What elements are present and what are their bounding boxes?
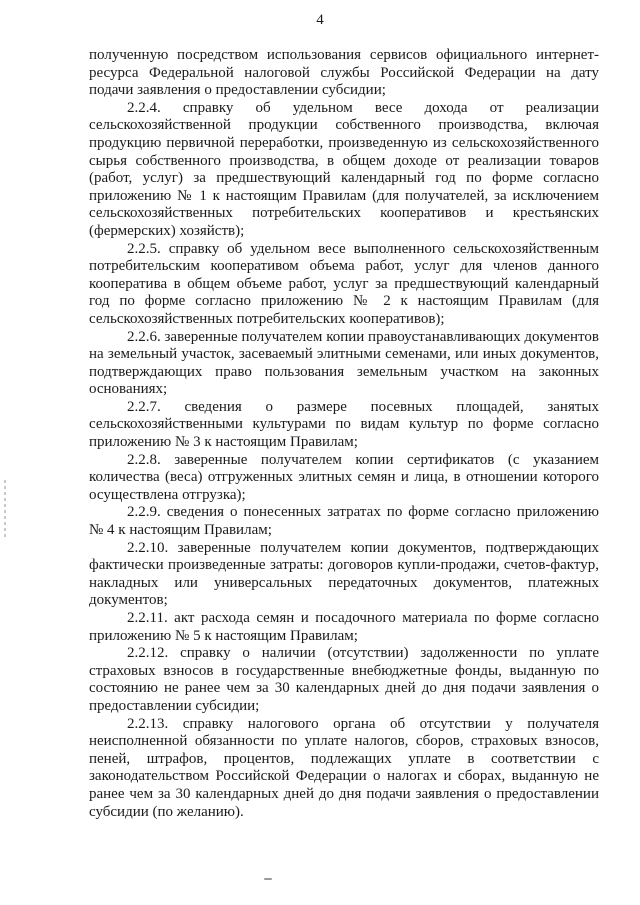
paragraph-2-2-7: 2.2.7. сведения о размере посевных площадей, занятых сельскохозяйственными культурами по видам культур по форме согласно приложению № 3 к настоящим Правилам;	[89, 398, 599, 451]
paragraph-2-2-6: 2.2.6. заверенные получателем копии правоустанавливающих документов на земельный участок, засеваемый элитными семенами, или иных документов, подтверждающих право пользования земельным участком на законных основаниях;	[89, 328, 599, 398]
paragraph-2-2-4: 2.2.4. справку об удельном весе дохода от реализации сельскохозяйственной продукции собственного производства, включая продукцию первичной переработки, произведенную из сельскохозяйственного сырья собственного производства, в общем доходе от реализации товаров (работ, услуг) за предшествующий календарный год по форме согласно приложению № 1 к настоящим Правилам (для получателей, за исключением сельскохозяйственных потребительских кооперативов и крестьянских (фермерских) хозяйств);	[89, 99, 599, 239]
paragraph-2-2-11: 2.2.11. акт расхода семян и посадочного материала по форме согласно приложению № 5 к настоящим Правилам;	[89, 610, 599, 644]
paragraph-2-2-5: 2.2.5. справку об удельном весе выполненного сельскохозяйственным потребительским кооперативом объема работ, услуг для членов данного кооператива в общем объеме работ, услуг за предшествующий календарный год по форме согласно приложению № 2 к настоящим Правилам (для сельскохозяйственных потребительских кооперативов);	[89, 240, 599, 327]
bottom-scan-mark	[264, 878, 272, 880]
paragraph-2-2-10: 2.2.10. заверенные получателем копии документов, подтверждающих фактически произведенные затраты: договоров купли-продажи, счетов-фактур, накладных или универсальных передаточных документов, платежных документов;	[89, 539, 599, 609]
paragraph-2-2-13: 2.2.13. справку налогового органа об отсутствии у получателя неисполненной обязанности по уплате налогов, сборов, страховых взносов, пеней, штрафов, процентов, подлежащих уплате в соответствии с законодательством Российской Федерации о налогах и сборах, выданную не ранее чем за 30 календарных дней до дня подачи заявления о предоставлении субсидии (по желанию).	[89, 715, 599, 820]
margin-scan-mark	[4, 480, 6, 540]
paragraph-2-2-8: 2.2.8. заверенные получателем копии сертификатов (с указанием количества (веса) отгруженных элитных семян и лица, в отношении которого осуществлена отгрузка);	[89, 451, 599, 503]
paragraph-2-2-9: 2.2.9. сведения о понесенных затратах по форме согласно приложению № 4 к настоящим Правилам;	[89, 504, 599, 539]
document-body	[89, 47, 599, 821]
paragraph-continuation: полученную посредством использования сервисов официального интернет-ресурса Федеральной налоговой службы Российской Федерации на дату подачи заявления о предоставлении субсидии;	[89, 47, 599, 99]
paragraph-2-2-12: 2.2.12. справку о наличии (отсутствии) задолженности по уплате страховых взносов в государственные внебюджетные фонды, выданную по состоянию не ранее чем за 30 календарных дней до дня подачи заявления о предоставлении субсидии;	[89, 645, 599, 714]
page-number: 4	[316, 12, 324, 28]
